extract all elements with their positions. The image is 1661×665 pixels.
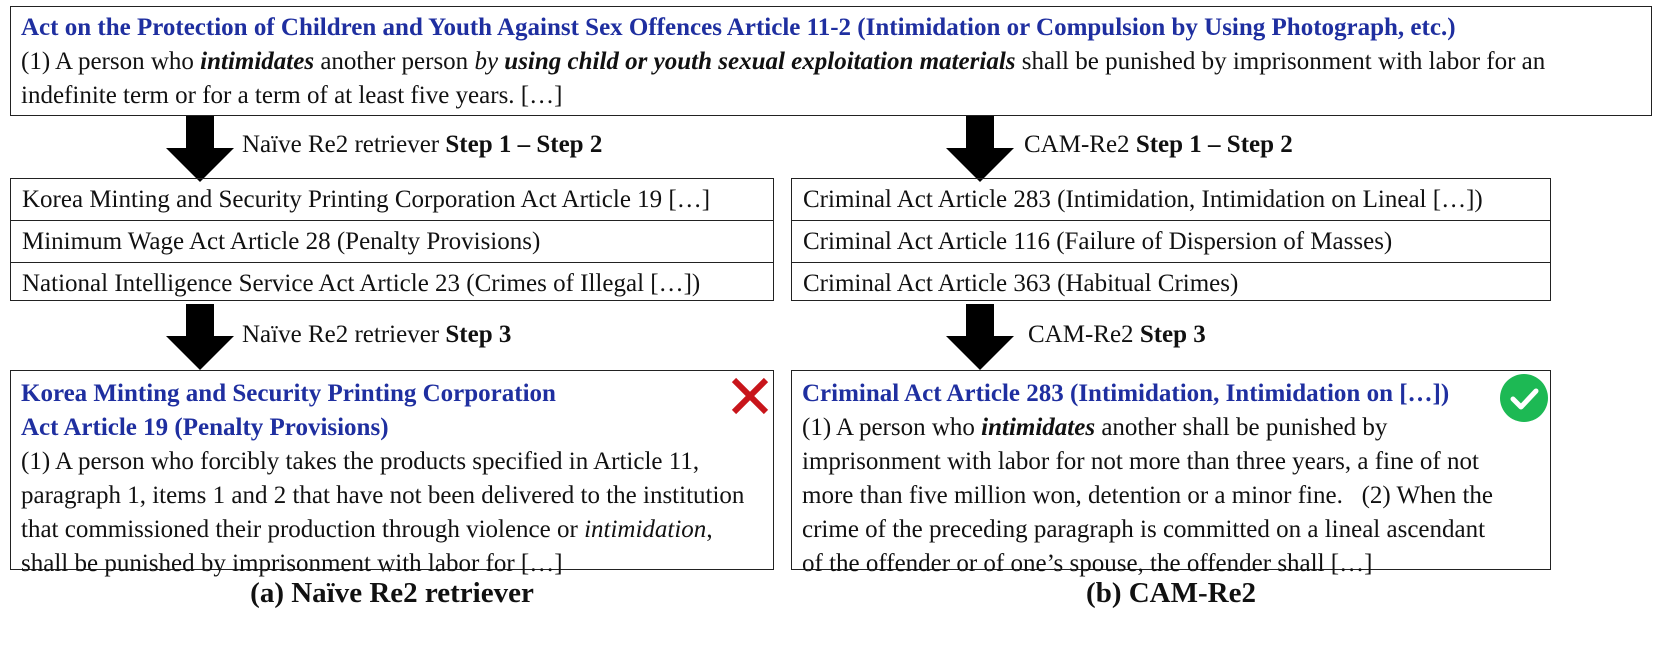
body-text: (1) A person who forcibly takes the products specified in Article 11, paragraph 1, items 1 and 2 that have not been delivered to the institution that commissioned their production through violence or — [21, 448, 745, 543]
list-item: Criminal Act Article 116 (Failure of Dispersion of Masses) — [792, 221, 1550, 263]
query-box — [10, 6, 1652, 116]
step-label-bold: Step 1 – Step 2 — [445, 131, 603, 158]
title-line: Act Article 19 (Penalty Provisions) — [21, 414, 389, 441]
step-label-bold: Step 1 – Step 2 — [1135, 131, 1293, 158]
right-result-body — [802, 411, 1506, 581]
query-title: Act on the Protection of Children and Youth Against Sex Offences Article 11-2 (Intimidation or Compulsion by Using Photograph, etc.) — [21, 14, 1456, 41]
body-text: (1) A person who — [802, 414, 982, 441]
down-arrow-icon — [946, 116, 1014, 182]
right-step12-label — [1024, 128, 1293, 162]
left-result-box — [10, 370, 774, 577]
body-emphasis: intimidates — [981, 414, 1096, 441]
query-emphasis-by: by — [474, 48, 499, 75]
check-circle-icon — [1500, 374, 1548, 422]
right-caption: (b) CAM-Re2 — [1086, 577, 1256, 609]
left-result-body — [21, 445, 763, 581]
left-step12-label — [242, 128, 602, 162]
title-line: Korea Minting and Security Printing Corporation — [21, 380, 556, 407]
query-body-text: shall be punished by imprisonment with labor for an indefinite term or for a term of at least five years. […] — [21, 48, 1546, 109]
step-label-prefix: CAM-Re2 — [1024, 131, 1136, 158]
cross-icon — [730, 376, 770, 416]
list-item: Criminal Act Article 283 (Intimidation, Intimidation on Lineal […]) — [792, 179, 1550, 221]
left-step3-label — [242, 318, 511, 352]
step-label-bold: Step 3 — [445, 321, 512, 348]
step-label-prefix: Naïve Re2 retriever — [242, 131, 446, 158]
step-label-prefix: Naïve Re2 retriever — [242, 321, 446, 348]
body-text: another shall be punished by imprisonment with labor for not more than three years, a fine of not more than five million won, detention or a minor fine. (2) When the crime of the preceding paragraph is committed on a lineal ascendant of the offender or of one’s spouse, the offender shall […] — [802, 414, 1494, 577]
list-item: Minimum Wage Act Article 28 (Penalty Provisions) — [11, 221, 773, 263]
left-caption: (a) Naïve Re2 retriever — [250, 577, 534, 609]
step-label-bold: Step 3 — [1139, 321, 1206, 348]
body-text: , shall be punished by imprisonment with labor for […] — [21, 516, 713, 577]
down-arrow-icon — [166, 304, 234, 370]
down-arrow-icon — [166, 116, 234, 182]
left-candidate-list — [10, 178, 774, 301]
query-body-text: (1) A person who — [21, 48, 201, 75]
query-emphasis-intimidates: intimidates — [200, 48, 315, 75]
query-emphasis-materials: using child or youth sexual exploitation materials — [504, 48, 1016, 75]
body-emphasis: intimidation — [584, 516, 707, 543]
step-label-prefix: CAM-Re2 — [1028, 321, 1140, 348]
list-item: Korea Minting and Security Printing Corporation Act Article 19 […] — [11, 179, 773, 221]
right-result-box — [791, 370, 1551, 577]
down-arrow-icon — [946, 304, 1014, 370]
query-body-text: another person — [314, 48, 475, 75]
left-result-title — [21, 377, 763, 445]
right-step3-label — [1028, 318, 1206, 352]
list-item: Criminal Act Article 363 (Habitual Crimes) — [803, 270, 1239, 297]
right-candidate-list — [791, 178, 1551, 301]
query-body — [21, 45, 1641, 113]
right-result-title: Criminal Act Article 283 (Intimidation, Intimidation on […]) — [802, 380, 1450, 407]
list-item: National Intelligence Service Act Article 23 (Crimes of Illegal […]) — [22, 270, 701, 297]
